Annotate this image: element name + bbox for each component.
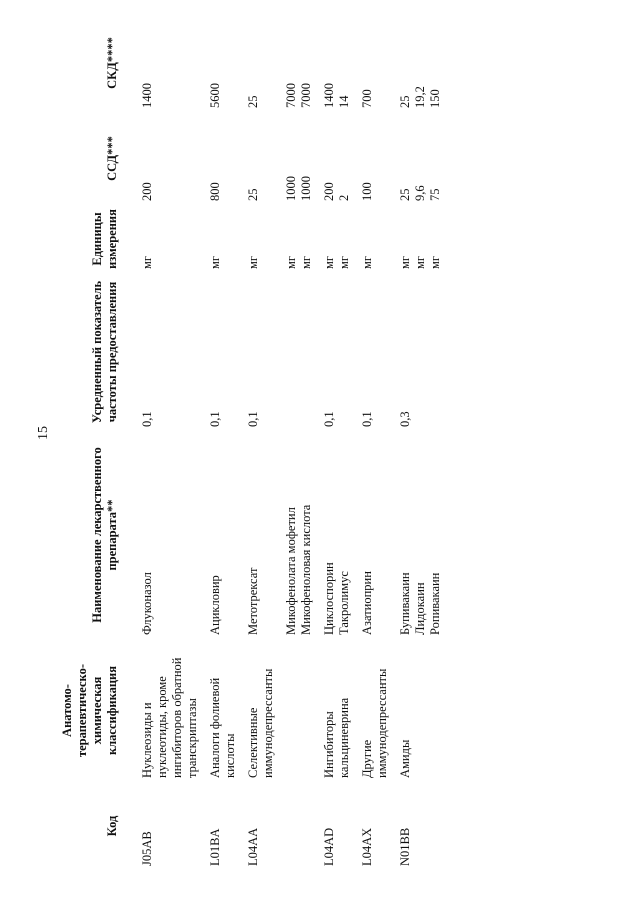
drug-ssd: 25 — [398, 188, 412, 201]
drug-unit: мг — [299, 255, 313, 269]
drug-ssd: 25 — [246, 188, 260, 201]
drug-ssd: 200 — [322, 182, 336, 201]
drug-skd: 1400 — [140, 83, 154, 108]
table-row — [356, 14, 394, 870]
row-drug-list — [242, 431, 280, 639]
row-unit-list — [356, 205, 394, 273]
header-ssd: ССД*** — [105, 136, 119, 181]
table-row — [318, 14, 356, 870]
drug-skd: 19,2 — [413, 86, 427, 108]
table-header-row — [60, 14, 136, 870]
drug-skd: 150 — [428, 89, 442, 108]
row-drug-list — [136, 431, 204, 639]
row-code: L04AD — [322, 827, 336, 866]
row-ssd-list — [318, 112, 356, 205]
row-ssd-list — [356, 112, 394, 205]
row-unit-list — [242, 205, 280, 273]
header-frequency: Усредненный показатель частоты предоставления — [90, 280, 119, 424]
row-skd-list — [204, 14, 242, 112]
drug-name: Метотрексат — [246, 567, 260, 635]
drug-name: Бупивакаин — [398, 572, 412, 635]
rotated-table-container — [60, 37, 580, 870]
drug-unit: мг — [284, 255, 298, 269]
row-unit-list — [280, 205, 318, 273]
row-classification: Нуклеозиды и нуклеотиды, кроме ингибиторов обратной транскриптазы — [140, 657, 199, 778]
drug-skd: 5600 — [208, 83, 222, 108]
drug-name: Ацикловир — [208, 575, 222, 635]
row-code: J05AB — [140, 831, 154, 866]
row-ssd-list — [394, 112, 447, 205]
drug-unit: мг — [140, 255, 154, 269]
header-classification: Анатомо-терапевтическо-химическая классификация — [60, 664, 119, 758]
drug-name: Флуконазол — [140, 572, 154, 635]
row-ssd-list — [204, 112, 242, 205]
drug-skd: 700 — [360, 89, 374, 108]
row-skd-list — [136, 14, 204, 112]
drug-ssd: 100 — [360, 182, 374, 201]
row-code — [280, 782, 318, 870]
header-drug-name: Наименование лекарственного препарата** — [90, 447, 119, 623]
row-drug-list — [204, 431, 242, 639]
table-row — [242, 14, 280, 870]
row-skd-list — [280, 14, 318, 112]
row-drug-list — [318, 431, 356, 639]
drug-unit: мг — [246, 255, 260, 269]
drug-unit: мг — [208, 255, 222, 269]
table-row — [136, 14, 204, 870]
row-skd-list — [242, 14, 280, 112]
row-frequency: 0,1 — [140, 411, 154, 427]
row-drug-list — [280, 431, 318, 639]
drug-name: Ропивакаин — [428, 572, 442, 635]
drug-unit: мг — [398, 255, 412, 269]
page-number: 15 — [36, 426, 51, 440]
drug-name: Микофенолата мофетил — [284, 507, 298, 635]
drug-ssd: 200 — [140, 182, 154, 201]
drug-skd: 7000 — [284, 83, 298, 108]
drug-name: Микофеноловая кислота — [299, 504, 313, 635]
drug-unit: мг — [322, 255, 336, 269]
drug-unit: мг — [360, 255, 374, 269]
row-ssd-list — [242, 112, 280, 205]
row-classification: Ингибиторы кальциневрина — [322, 697, 351, 778]
row-unit-list — [318, 205, 356, 273]
drug-name: Азатиоприн — [360, 571, 374, 635]
drug-ssd: 800 — [208, 182, 222, 201]
row-frequency: 0,1 — [322, 411, 336, 427]
header-unit: Единицы измерения — [90, 209, 119, 269]
row-drug-list — [394, 431, 447, 639]
drug-skd: 7000 — [299, 83, 313, 108]
row-classification: Аналоги фолиевой кислоты — [208, 677, 237, 778]
header-code: Код — [105, 815, 119, 837]
drug-skd: 25 — [246, 95, 260, 108]
table-row — [394, 14, 447, 870]
drug-unit: мг — [428, 255, 442, 269]
row-ssd-list — [136, 112, 204, 205]
row-classification — [280, 639, 318, 782]
row-code: N01BB — [398, 827, 412, 866]
row-code: L01BA — [208, 828, 222, 866]
row-classification: Амиды — [398, 739, 412, 778]
row-unit-list — [394, 205, 447, 273]
table-row — [280, 14, 318, 870]
drug-unit: мг — [337, 255, 351, 269]
row-skd-list — [318, 14, 356, 112]
row-unit-list — [204, 205, 242, 273]
row-classification: Селективные иммунодепрессанты — [246, 668, 275, 778]
header-skd: СКД**** — [105, 37, 119, 89]
row-frequency: 0,1 — [360, 411, 374, 427]
drug-skd: 1400 — [322, 83, 336, 108]
row-skd-list — [356, 14, 394, 112]
drug-ssd: 1000 — [299, 176, 313, 201]
row-skd-list — [394, 14, 447, 112]
drug-ssd: 9,6 — [413, 185, 427, 201]
row-code: L04AX — [360, 827, 374, 866]
row-ssd-list — [280, 112, 318, 205]
drug-ssd: 75 — [428, 188, 442, 201]
row-drug-list — [356, 431, 394, 639]
row-frequency: 0,1 — [246, 411, 260, 427]
drug-name: Циклоспорин — [322, 562, 336, 635]
row-unit-list — [136, 205, 204, 273]
drug-skd: 25 — [398, 95, 412, 108]
row-classification: Другие иммунодепрессанты — [360, 668, 389, 778]
drug-unit: мг — [413, 255, 427, 269]
row-code: L04AA — [246, 827, 260, 866]
drug-ssd: 1000 — [284, 176, 298, 201]
drug-skd: 14 — [337, 95, 351, 108]
row-frequency: 0,1 — [208, 411, 222, 427]
drug-name: Такролимус — [337, 571, 351, 635]
row-frequency: 0,3 — [398, 411, 412, 427]
row-frequency — [280, 273, 318, 431]
drug-ssd: 2 — [337, 194, 351, 201]
drug-table — [60, 14, 447, 870]
drug-name: Лидокаин — [413, 582, 427, 635]
table-row — [204, 14, 242, 870]
